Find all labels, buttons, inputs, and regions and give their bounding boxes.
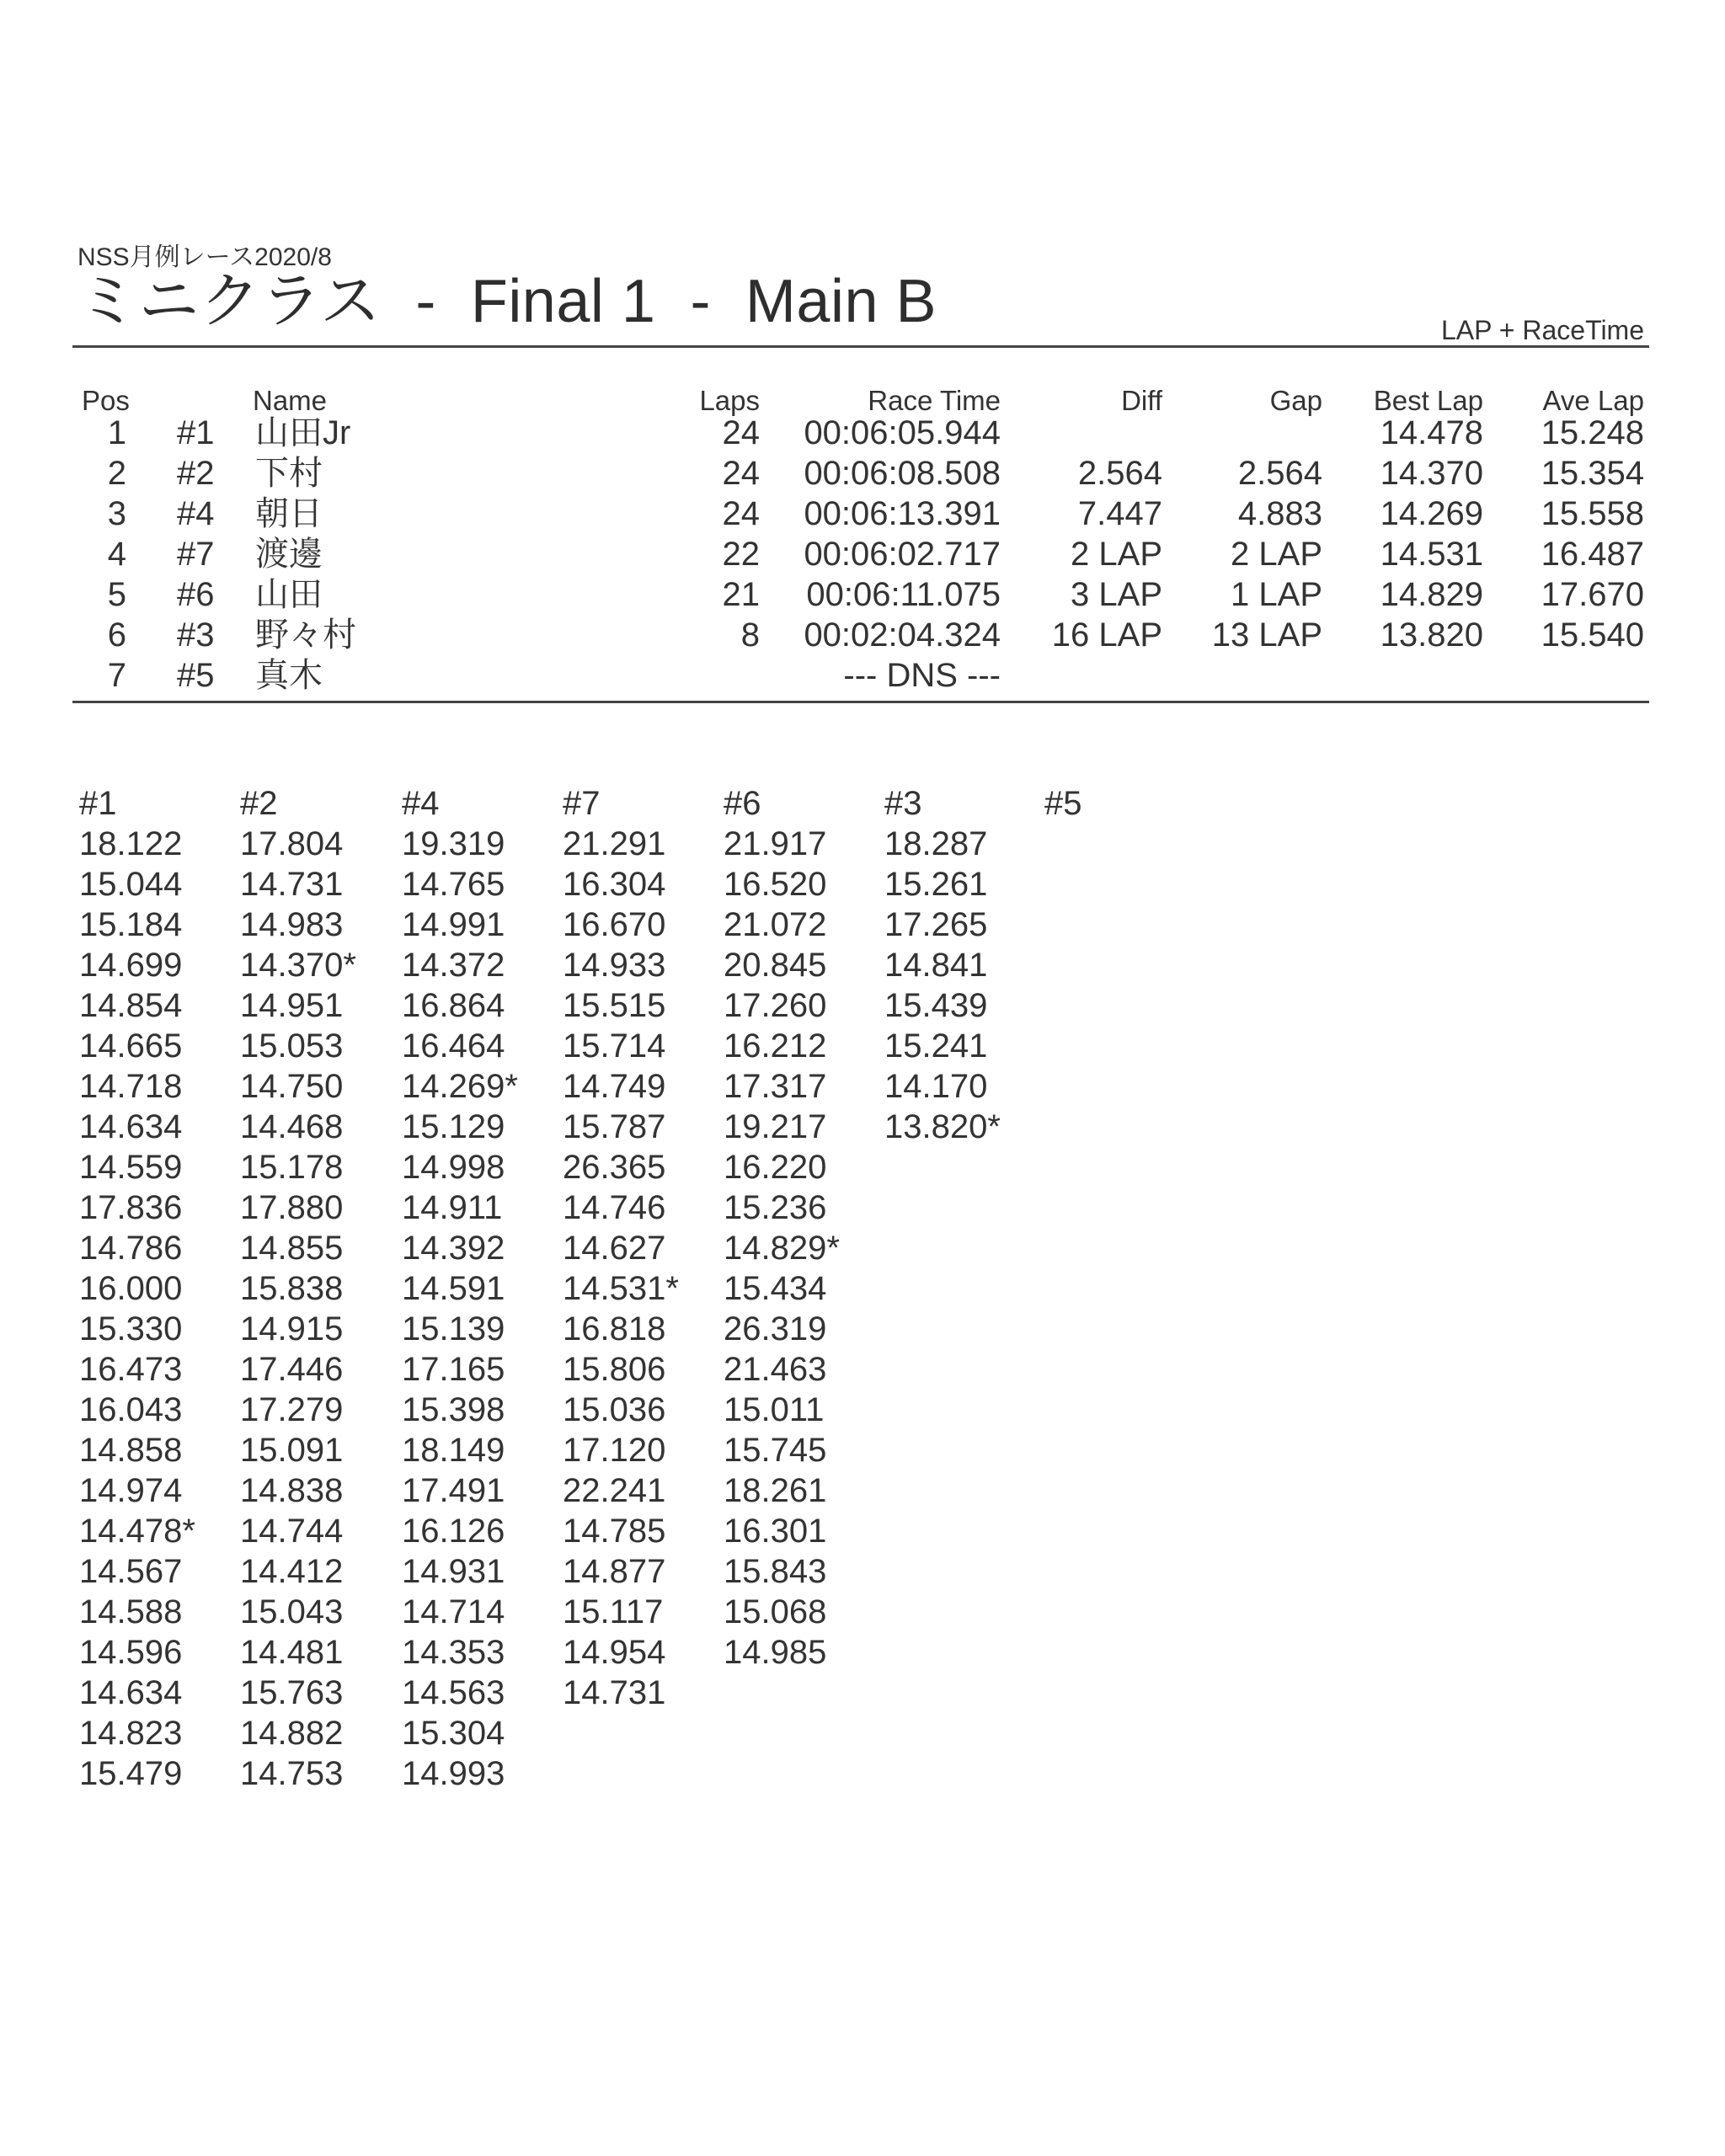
lap-column bbox=[724, 783, 840, 1673]
result-name: 山田Jr bbox=[255, 414, 351, 451]
result-ave-lap: 15.248 bbox=[1541, 414, 1644, 451]
lap-time: 14.731 bbox=[240, 866, 344, 903]
lap-time: 14.588 bbox=[79, 1593, 183, 1630]
col-header-race-time: Race Time bbox=[868, 385, 1001, 416]
lap-column bbox=[884, 783, 1001, 1147]
result-diff: 7.447 bbox=[1077, 495, 1162, 532]
lap-time: 16.220 bbox=[724, 1149, 827, 1186]
lap-time: 14.749 bbox=[563, 1068, 666, 1105]
lap-time: 18.261 bbox=[724, 1472, 827, 1509]
lap-time: 21.917 bbox=[724, 825, 827, 862]
lap-time: 17.836 bbox=[79, 1189, 183, 1226]
lap-time: 14.786 bbox=[79, 1230, 183, 1267]
result-name: 渡邊 bbox=[255, 536, 323, 573]
lap-column bbox=[1044, 783, 1082, 824]
lap-time: 14.993 bbox=[402, 1755, 505, 1792]
lap-time: 22.241 bbox=[563, 1472, 666, 1509]
lap-column bbox=[563, 783, 679, 1713]
lap-time: 18.122 bbox=[79, 825, 183, 862]
lap-time: 14.563 bbox=[402, 1674, 505, 1711]
result-number: #2 bbox=[177, 455, 215, 492]
lap-time: 17.260 bbox=[724, 987, 827, 1024]
lap-time: 14.591 bbox=[402, 1270, 505, 1307]
lap-time: 17.804 bbox=[240, 825, 344, 862]
lap-time: 17.446 bbox=[240, 1351, 344, 1388]
result-name: 山田 bbox=[255, 576, 323, 613]
lap-column-header: #4 bbox=[402, 785, 440, 822]
lap-time: 15.261 bbox=[884, 866, 988, 903]
result-ave-lap: 15.540 bbox=[1541, 616, 1644, 654]
lap-time: 15.806 bbox=[563, 1351, 666, 1388]
lap-time: 14.985 bbox=[724, 1634, 827, 1671]
lap-time: 15.011 bbox=[724, 1391, 825, 1428]
result-gap: 13 LAP bbox=[1211, 616, 1322, 654]
result-diff: 3 LAP bbox=[1071, 576, 1162, 613]
result-number: #3 bbox=[177, 616, 215, 654]
lap-time: 14.634 bbox=[79, 1674, 183, 1711]
lap-time: 14.750 bbox=[240, 1068, 344, 1105]
result-race-time: 00:06:13.391 bbox=[804, 495, 1001, 532]
lap-time: 15.843 bbox=[724, 1553, 827, 1590]
lap-time: 14.392 bbox=[402, 1230, 505, 1267]
result-best-lap: 14.478 bbox=[1380, 414, 1483, 451]
lap-time: 14.931 bbox=[402, 1553, 505, 1590]
lap-time: 15.241 bbox=[884, 1027, 988, 1065]
result-laps: 24 bbox=[722, 495, 760, 532]
lap-time: 16.818 bbox=[563, 1310, 666, 1348]
lap-time: 15.745 bbox=[724, 1432, 827, 1469]
result-diff: 2.564 bbox=[1077, 455, 1162, 492]
result-number: #5 bbox=[177, 657, 215, 694]
lap-time: 17.165 bbox=[402, 1351, 505, 1388]
col-header-gap: Gap bbox=[1269, 385, 1322, 416]
lap-time: 14.665 bbox=[79, 1027, 183, 1065]
result-laps: 8 bbox=[740, 616, 760, 654]
result-laps: 24 bbox=[722, 414, 760, 451]
lap-time: 15.117 bbox=[563, 1593, 664, 1630]
event-name: NSS月例レース2020/8 bbox=[77, 243, 332, 271]
result-gap: 2.564 bbox=[1237, 455, 1322, 492]
result-diff: 16 LAP bbox=[1051, 616, 1162, 654]
lap-time: 14.634 bbox=[79, 1108, 183, 1145]
lap-time: 15.068 bbox=[724, 1593, 827, 1630]
lap-time: 15.439 bbox=[884, 987, 988, 1024]
result-pos: 4 bbox=[107, 536, 126, 573]
lap-time: 14.911 bbox=[402, 1189, 503, 1226]
lap-time: 16.473 bbox=[79, 1351, 183, 1388]
lap-time: 14.841 bbox=[884, 947, 988, 984]
report-mode: LAP + RaceTime bbox=[1441, 315, 1644, 345]
lap-time: 16.520 bbox=[724, 866, 827, 903]
result-number: #7 bbox=[177, 536, 215, 573]
result-race-time: 00:06:11.075 bbox=[806, 576, 1001, 613]
lap-time: 14.744 bbox=[240, 1513, 344, 1550]
result-race-time: --- DNS --- bbox=[843, 657, 1001, 694]
col-header-laps: Laps bbox=[699, 385, 760, 416]
result-laps: 21 bbox=[722, 576, 760, 613]
lap-time: 14.951 bbox=[240, 987, 344, 1024]
page-title: ミニクラス - Final 1 - Main B bbox=[77, 268, 937, 335]
lap-time: 21.291 bbox=[563, 825, 666, 862]
lap-column-header: #6 bbox=[724, 785, 761, 822]
lap-time: 14.370* bbox=[240, 947, 356, 984]
lap-time: 13.820* bbox=[884, 1108, 1001, 1145]
lap-time: 16.464 bbox=[402, 1027, 505, 1065]
lap-time: 19.217 bbox=[724, 1108, 827, 1145]
result-ave-lap: 15.558 bbox=[1541, 495, 1644, 532]
result-best-lap: 14.829 bbox=[1380, 576, 1483, 613]
result-best-lap: 14.269 bbox=[1380, 495, 1483, 532]
lap-time: 15.036 bbox=[563, 1391, 666, 1428]
lap-time: 20.845 bbox=[724, 947, 827, 984]
lap-time: 17.265 bbox=[884, 906, 988, 943]
lap-time: 18.287 bbox=[884, 825, 988, 862]
lap-time: 14.699 bbox=[79, 947, 183, 984]
lap-time: 14.983 bbox=[240, 906, 344, 943]
result-ave-lap: 16.487 bbox=[1541, 536, 1644, 573]
lap-column bbox=[79, 783, 195, 1794]
lap-time: 14.531* bbox=[563, 1270, 679, 1307]
lap-time: 16.043 bbox=[79, 1391, 183, 1428]
result-name: 朝日 bbox=[255, 495, 323, 532]
lap-column-header: #3 bbox=[884, 785, 922, 822]
lap-time: 26.319 bbox=[724, 1310, 827, 1348]
result-race-time: 00:02:04.324 bbox=[804, 616, 1001, 654]
lap-time: 15.139 bbox=[402, 1310, 505, 1348]
result-laps: 24 bbox=[722, 455, 760, 492]
result-ave-lap: 17.670 bbox=[1541, 576, 1644, 613]
result-pos: 1 bbox=[107, 414, 126, 451]
lap-column-header: #1 bbox=[79, 785, 117, 822]
lap-time: 17.491 bbox=[402, 1472, 505, 1509]
lap-time: 14.559 bbox=[79, 1149, 183, 1186]
lap-time: 18.149 bbox=[402, 1432, 505, 1469]
lap-time: 14.855 bbox=[240, 1230, 344, 1267]
lap-column-header: #7 bbox=[563, 785, 601, 822]
lap-time: 14.785 bbox=[563, 1513, 666, 1550]
result-diff: 2 LAP bbox=[1071, 536, 1162, 573]
lap-time: 14.998 bbox=[402, 1149, 505, 1186]
lap-time: 16.670 bbox=[563, 906, 666, 943]
lap-time: 16.304 bbox=[563, 866, 666, 903]
lap-time: 26.365 bbox=[563, 1149, 666, 1186]
lap-time: 15.091 bbox=[240, 1432, 344, 1469]
lap-time: 17.317 bbox=[724, 1068, 827, 1105]
lap-time: 15.236 bbox=[724, 1189, 827, 1226]
lap-time: 14.823 bbox=[79, 1715, 183, 1752]
result-pos: 7 bbox=[107, 657, 126, 694]
lap-time: 17.880 bbox=[240, 1189, 344, 1226]
result-gap: 1 LAP bbox=[1231, 576, 1322, 613]
lap-time: 17.279 bbox=[240, 1391, 344, 1428]
result-name: 真木 bbox=[255, 657, 323, 694]
lap-time: 16.126 bbox=[402, 1513, 505, 1550]
lap-time: 14.714 bbox=[402, 1593, 505, 1630]
lap-time: 15.304 bbox=[402, 1715, 505, 1752]
result-pos: 6 bbox=[107, 616, 126, 654]
col-header-pos: Pos bbox=[82, 385, 130, 416]
lap-time: 14.858 bbox=[79, 1432, 183, 1469]
lap-column bbox=[240, 783, 356, 1794]
lap-time: 14.954 bbox=[563, 1634, 666, 1671]
result-name: 野々村 bbox=[255, 616, 356, 654]
result-best-lap: 13.820 bbox=[1380, 616, 1483, 654]
lap-time: 14.468 bbox=[240, 1108, 344, 1145]
lap-time: 14.882 bbox=[240, 1715, 344, 1752]
lap-column bbox=[402, 783, 518, 1794]
lap-time: 14.567 bbox=[79, 1553, 183, 1590]
lap-time: 14.829* bbox=[724, 1230, 840, 1267]
result-pos: 5 bbox=[107, 576, 126, 613]
result-name: 下村 bbox=[255, 455, 323, 492]
lap-time: 14.372 bbox=[402, 947, 505, 984]
lap-time: 14.915 bbox=[240, 1310, 344, 1348]
lap-time: 14.170 bbox=[884, 1068, 988, 1105]
lap-time: 14.731 bbox=[563, 1674, 666, 1711]
lap-time: 14.412 bbox=[240, 1553, 344, 1590]
result-race-time: 00:06:02.717 bbox=[804, 536, 1001, 573]
lap-time: 21.463 bbox=[724, 1351, 827, 1388]
col-header-name: Name bbox=[253, 385, 328, 416]
lap-time: 15.787 bbox=[563, 1108, 666, 1145]
lap-time: 14.746 bbox=[563, 1189, 666, 1226]
col-header-best-lap: Best Lap bbox=[1373, 385, 1483, 416]
result-number: #1 bbox=[177, 414, 215, 451]
lap-time: 16.212 bbox=[724, 1027, 827, 1065]
lap-time: 19.319 bbox=[402, 825, 505, 862]
lap-time: 14.838 bbox=[240, 1472, 344, 1509]
result-race-time: 00:06:08.508 bbox=[804, 455, 1001, 492]
lap-time: 14.854 bbox=[79, 987, 183, 1024]
lap-time: 16.864 bbox=[402, 987, 505, 1024]
lap-time: 14.353 bbox=[402, 1634, 505, 1671]
lap-time: 14.627 bbox=[563, 1230, 666, 1267]
result-laps: 22 bbox=[722, 536, 760, 573]
lap-time: 14.765 bbox=[402, 866, 505, 903]
lap-time: 15.398 bbox=[402, 1391, 505, 1428]
result-best-lap: 14.370 bbox=[1380, 455, 1483, 492]
lap-time: 14.718 bbox=[79, 1068, 183, 1105]
lap-time: 15.763 bbox=[240, 1674, 344, 1711]
result-pos: 2 bbox=[107, 455, 126, 492]
lap-time: 14.877 bbox=[563, 1553, 666, 1590]
lap-time: 14.481 bbox=[240, 1634, 344, 1671]
lap-time: 15.479 bbox=[79, 1755, 183, 1792]
result-best-lap: 14.531 bbox=[1380, 536, 1483, 573]
lap-time: 15.515 bbox=[563, 987, 666, 1024]
lap-column-header: #5 bbox=[1044, 785, 1082, 822]
col-header-ave-lap: Ave Lap bbox=[1542, 385, 1644, 416]
result-number: #6 bbox=[177, 576, 215, 613]
result-ave-lap: 15.354 bbox=[1541, 455, 1644, 492]
lap-time: 14.933 bbox=[563, 947, 666, 984]
lap-time: 14.596 bbox=[79, 1634, 183, 1671]
result-race-time: 00:06:05.944 bbox=[804, 414, 1001, 451]
lap-time: 14.753 bbox=[240, 1755, 344, 1792]
lap-time: 15.044 bbox=[79, 866, 183, 903]
lap-column-header: #2 bbox=[240, 785, 278, 822]
lap-time: 15.184 bbox=[79, 906, 183, 943]
lap-time: 14.991 bbox=[402, 906, 505, 943]
lap-time: 15.043 bbox=[240, 1593, 344, 1630]
lap-time: 15.178 bbox=[240, 1149, 344, 1186]
result-gap: 4.883 bbox=[1237, 495, 1322, 532]
lap-time: 15.434 bbox=[724, 1270, 827, 1307]
result-gap: 2 LAP bbox=[1231, 536, 1322, 573]
lap-time: 14.269* bbox=[402, 1068, 518, 1105]
lap-time: 15.053 bbox=[240, 1027, 344, 1065]
lap-time: 16.301 bbox=[724, 1513, 827, 1550]
result-pos: 3 bbox=[107, 495, 126, 532]
lap-time: 15.838 bbox=[240, 1270, 344, 1307]
lap-time: 14.478* bbox=[79, 1513, 195, 1550]
lap-time: 15.330 bbox=[79, 1310, 183, 1348]
lap-time: 14.974 bbox=[79, 1472, 183, 1509]
lap-time: 15.129 bbox=[402, 1108, 505, 1145]
lap-time: 21.072 bbox=[724, 906, 827, 943]
lap-time: 15.714 bbox=[563, 1027, 666, 1065]
lap-time: 16.000 bbox=[79, 1270, 183, 1307]
col-header-diff: Diff bbox=[1121, 385, 1162, 416]
result-number: #4 bbox=[177, 495, 215, 532]
lap-time: 17.120 bbox=[563, 1432, 666, 1469]
